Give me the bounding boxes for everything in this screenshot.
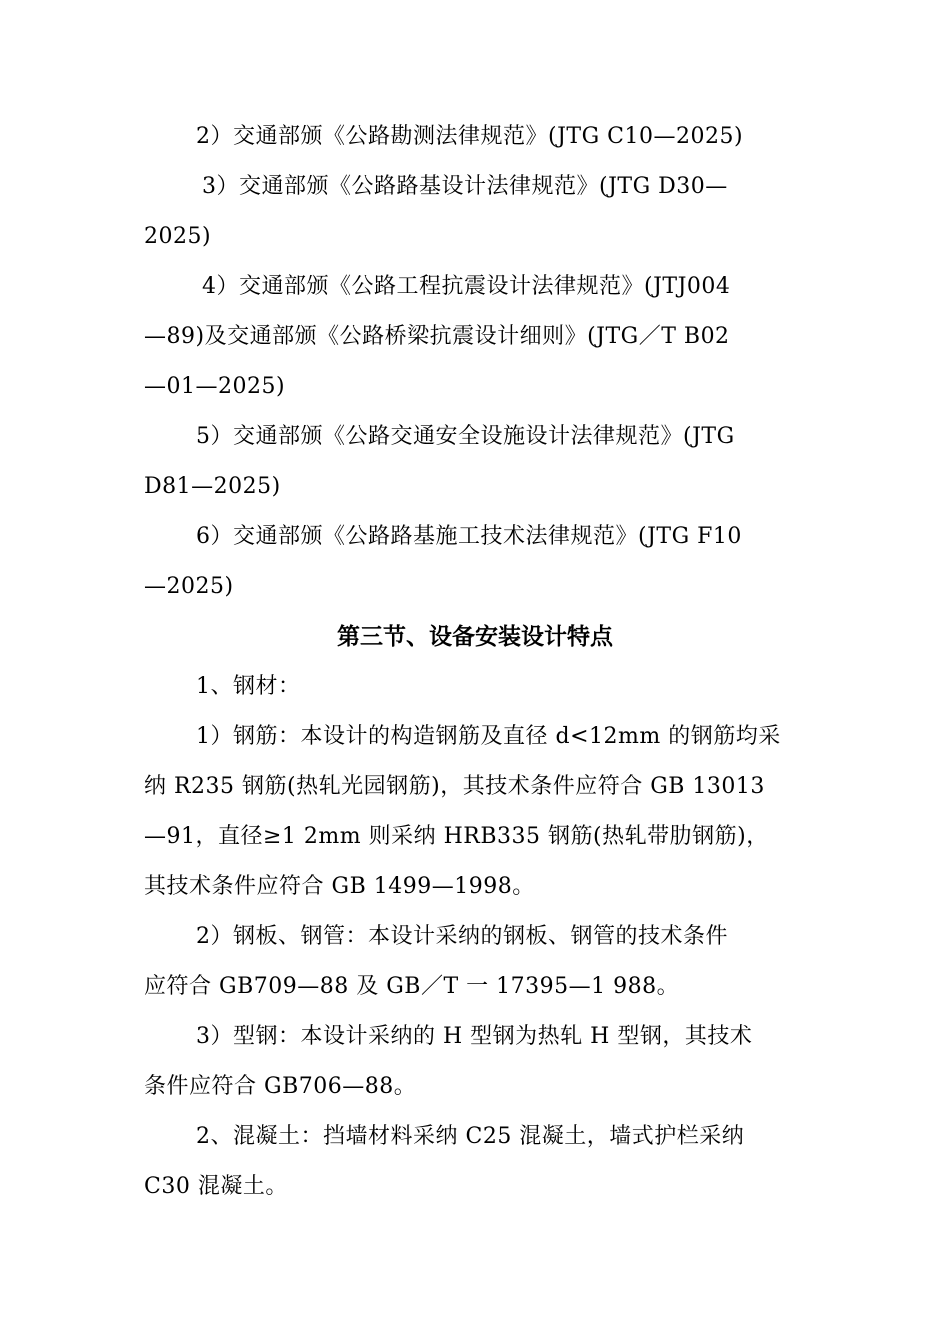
text-line: 3）型钢：本设计采纳的 H 型钢为热轧 H 型钢，其技术: [196, 1024, 753, 1049]
section-heading: 第三节、设备安装设计特点: [337, 624, 613, 650]
text-line: 1）钢筋：本设计的构造钢筋及直径 d<12mm 的钢筋均采: [196, 724, 781, 749]
text-line: 2、混凝土：挡墙材料采纳 C25 混凝土，墙式护栏采纳: [196, 1124, 745, 1149]
text-line: 6）交通部颁《公路路基施工技术法律规范》(JTG F10: [196, 524, 742, 549]
text-line: —91，直径≥1 2mm 则采纳 HRB335 钢筋(热轧带肋钢筋)，: [144, 824, 769, 849]
text-line: 其技术条件应符合 GB 1499—1998。: [144, 874, 535, 899]
text-line: —01—2025): [144, 374, 286, 399]
text-line: 条件应符合 GB706—88。: [144, 1074, 417, 1099]
text-line: 应符合 GB709—88 及 GB／T 一 17395—1 988。: [144, 974, 680, 999]
text-line: 4）交通部颁《公路工程抗震设计法律规范》(JTJ004: [202, 274, 731, 299]
text-line: —2025): [144, 574, 234, 599]
text-line: 5）交通部颁《公路交通安全设施设计法律规范》(JTG: [196, 424, 735, 449]
text-line: 纳 R235 钢筋(热轧光园钢筋)，其技术条件应符合 GB 13013: [144, 774, 765, 799]
text-line: C30 混凝土。: [144, 1174, 288, 1199]
text-line: 2）钢板、钢管：本设计采纳的钢板、钢管的技术条件: [196, 924, 728, 949]
text-line: 2）交通部颁《公路勘测法律规范》(JTG C10—2025): [196, 124, 744, 149]
text-line: 3）交通部颁《公路路基设计法律规范》(JTG D30—: [202, 174, 728, 199]
text-line: D81—2025): [144, 474, 281, 499]
text-line: 2025): [144, 224, 212, 249]
text-line: —89)及交通部颁《公路桥梁抗震设计细则》(JTG／T B02: [144, 324, 730, 349]
text-line: 1、钢材：: [196, 674, 301, 699]
